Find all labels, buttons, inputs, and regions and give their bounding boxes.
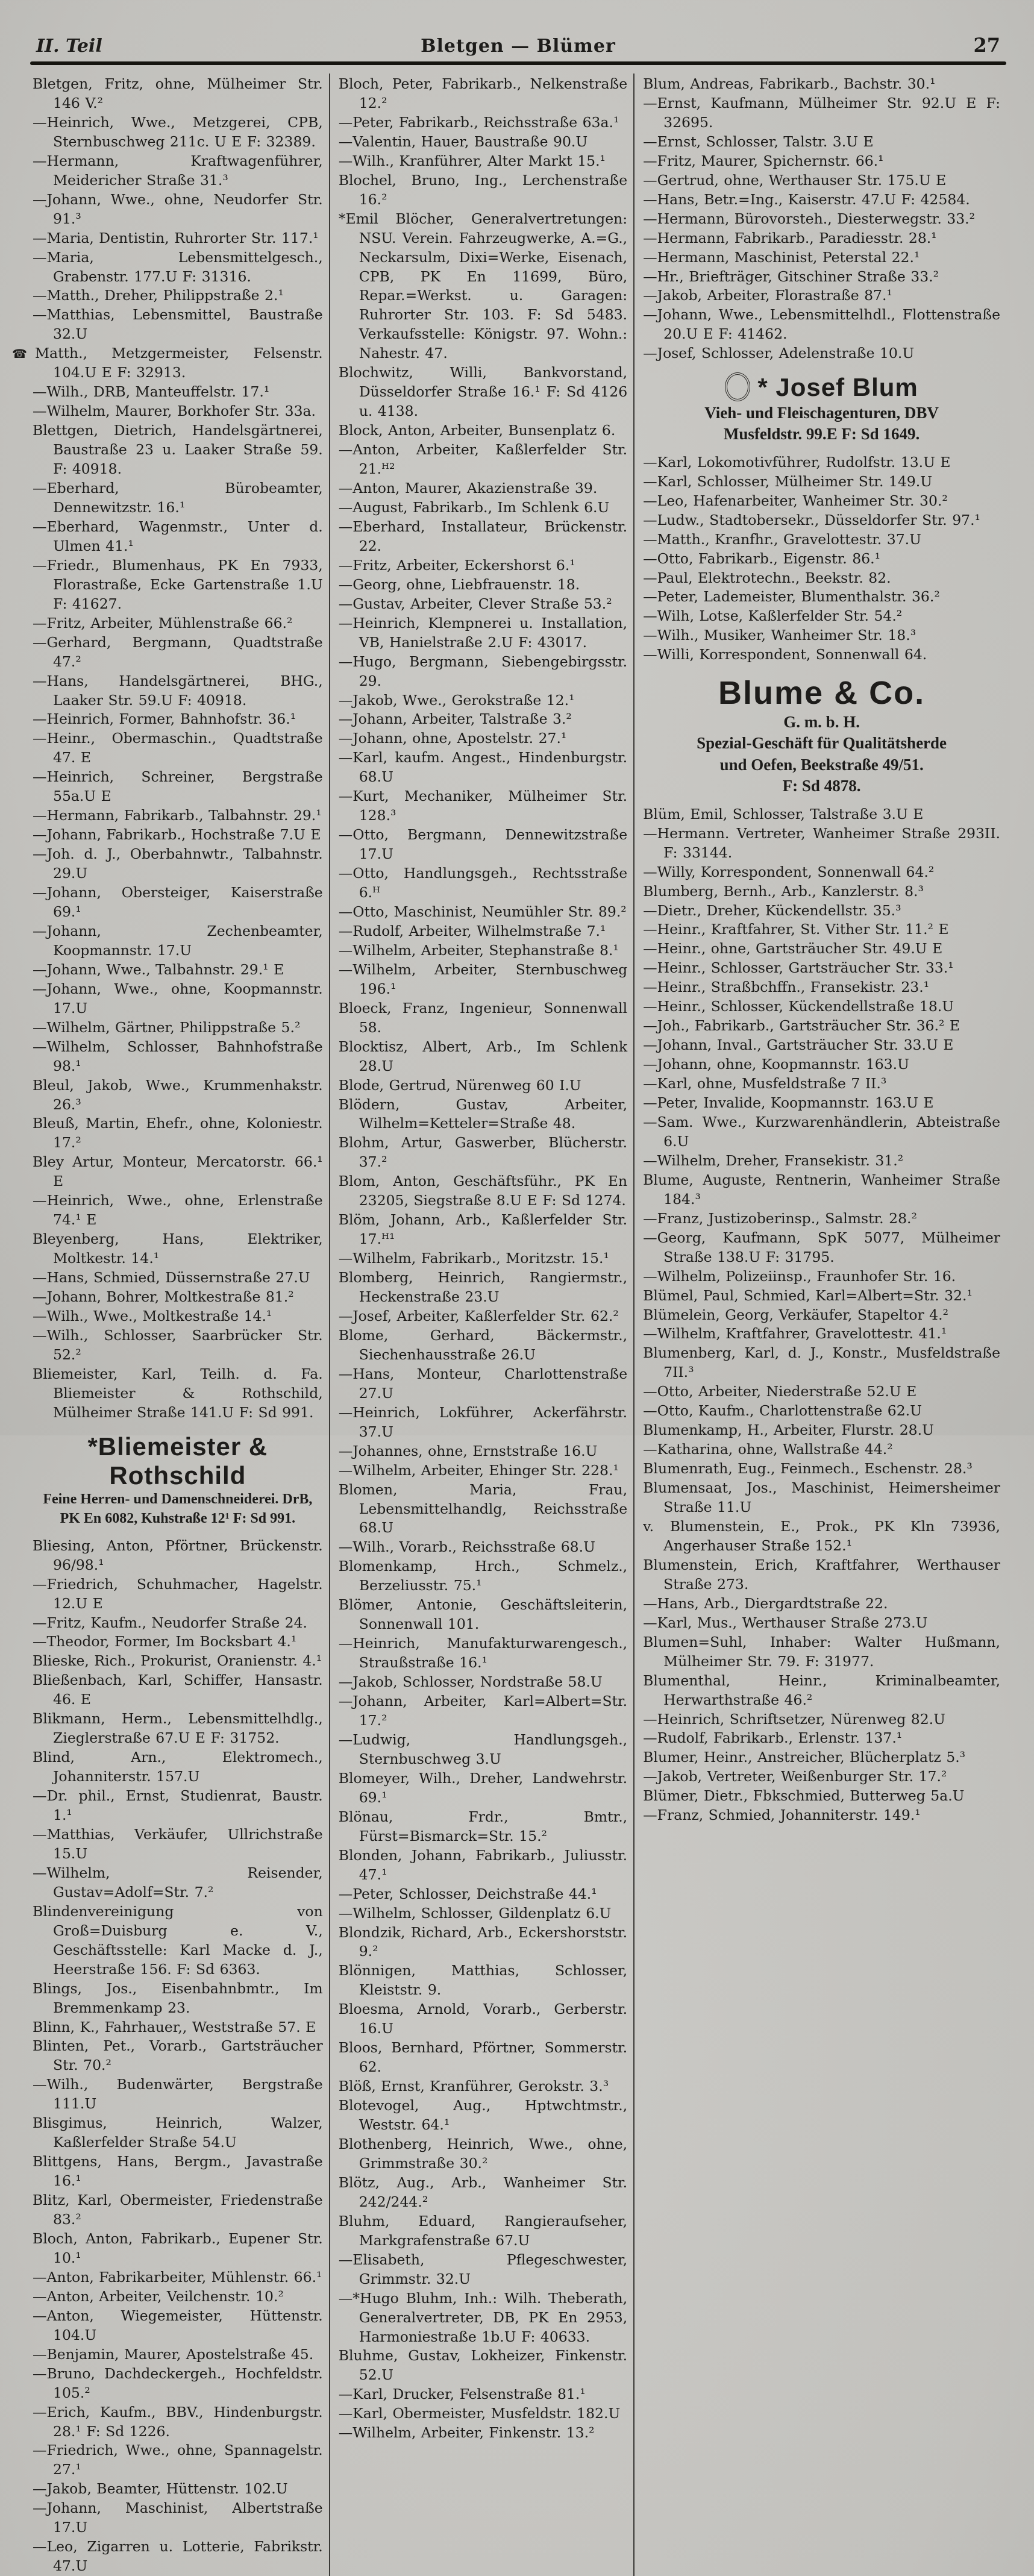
directory-entry: —Hermann. Vertreter, Wanheimer Straße 293II. F: 33144. <box>643 824 1000 861</box>
directory-entry: —Hermann, Bürovorsteh., Diesterwegstr. 33.² <box>643 210 976 227</box>
directory-entry: Blömer, Antonie, Geschäftsleiterin, Sonnenwall 101. <box>338 1596 628 1633</box>
directory-entry: Blümer, Dietr., Fbkschmied, Butterweg 5a.U <box>643 1787 965 1805</box>
ad-line: G. m. b. H. <box>783 713 860 732</box>
directory-entry: Blieske, Rich., Prokurist, Oranienstr. 4.¹ <box>33 1652 322 1670</box>
directory-entry: —Wilh., Budenwärter, Bergstraße 111.U <box>33 2076 323 2113</box>
directory-entry: —Heinrich, Schreiner, Bergstraße 55a.U E <box>33 768 323 805</box>
directory-entry: Blondzik, Richard, Arb., Eckershorststr. 9.² <box>338 1923 628 1960</box>
directory-entry: Blönnigen, Matthias, Schlosser, Kleiststr. 9. <box>338 1962 628 1999</box>
ad-line: PK En 6082, Kuhstraße 12¹ F: Sd 991. <box>60 1510 296 1526</box>
directory-entry: —Wilhelm, Arbeiter, Ehinger Str. 228.¹ <box>338 1461 619 1479</box>
directory-entry: Blum, Andreas, Fabrikarb., Bachstr. 30.¹ <box>643 75 936 92</box>
column-3 <box>633 74 1006 2576</box>
directory-entry: Bloch, Anton, Fabrikarb., Eupener Str. 10.¹ <box>33 2230 323 2266</box>
directory-entry: Bleyenberg, Hans, Elektriker, Moltkestr. 14.¹ <box>33 1230 323 1267</box>
directory-entry: —Kurt, Mechaniker, Mülheimer Str. 128.³ <box>338 788 628 824</box>
directory-entry: Blumenberg, Karl, d. J., Konstr., Musfeldstraße 7II.³ <box>643 1344 1000 1381</box>
directory-entry: Blittgens, Hans, Bergm., Javastraße 16.¹ <box>33 2153 323 2190</box>
directory-entry: —Hugo, Bergmann, Siebengebirgsstr. 29. <box>338 653 628 689</box>
directory-entry: —Heinr., ohne, Gartsträucher Str. 49.U E <box>643 940 943 957</box>
directory-entry: —Wilhelm, Arbeiter, Sternbuschweg 196.¹ <box>338 961 628 997</box>
directory-entry: Bloeck, Franz, Ingenieur, Sonnenwall 58. <box>338 999 628 1036</box>
directory-entry: —Paul, Elektrotechn., Beekstr. 82. <box>643 569 891 586</box>
directory-entry: *Emil Blöcher, Generalvertretungen: NSU. Verein. Fahrzeugwerke, A.=G., Neckarsulm, Dixi=Werke, Eisenach, CPB, PK En 11699, Büro, Repar.=Werkst. u. Garagen: Ruhrorter Str. 103. F: Sd 5483. Verkaufsstelle: Königstr. 97. Wohn.: Nahestr. 47. <box>338 210 628 362</box>
directory-entry: Blom, Anton, Geschäftsführ., PK En 23205, Siegstraße 8.U E F: Sd 1274. <box>338 1173 628 1209</box>
directory-entry: Blüm, Emil, Schlosser, Talstraße 3.U E <box>643 805 924 823</box>
directory-entry: Blohm, Artur, Gaswerber, Blücherstr. 37.² <box>338 1134 628 1171</box>
directory-entry: —*Hugo Bluhm, Inh.: Wilh. Theberath, Generalvertreter, DB, PK En 2953, Harmoniestraße 1b.U F: 40633. <box>338 2289 628 2345</box>
directory-entry: —Peter, Lademeister, Blumenthalstr. 36.² <box>643 588 940 606</box>
directory-entry: —Valentin, Hauer, Baustraße 90.U <box>338 133 588 150</box>
wreath-icon <box>725 372 750 401</box>
directory-entry: —Johann, Fabrikarb., Hochstraße 7.U E <box>33 826 321 844</box>
ad-josef-blum <box>645 373 998 444</box>
directory-entry: —Wilhelm, Maurer, Borkhofer Str. 33a. <box>33 403 316 420</box>
directory-entry: —Georg, ohne, Liebfrauenstr. 18. <box>338 575 580 593</box>
directory-entry: —Otto, Kaufm., Charlottenstraße 62.U <box>643 1402 922 1420</box>
directory-entry: Blocktisz, Albert, Arb., Im Schlenk 28.U <box>338 1038 628 1074</box>
directory-entry: —Franz, Schmied, Johanniterstr. 149.¹ <box>643 1807 921 1824</box>
directory-entry: v. Blumenstein, E., Prok., PK Kln 73936, Angerhauser Straße 152.¹ <box>643 1518 1000 1554</box>
directory-entry: —Johann, Maschinist, Albertstraße 17.U <box>33 2499 323 2536</box>
directory-entry: Blinten, Pet., Vorarb., Gartsträucher Str. 70.² <box>33 2037 323 2074</box>
directory-entry: Blochwitz, Willi, Bankvorstand, Düsseldorfer Straße 16.¹ F: Sd 4126 u. 4138. <box>338 364 628 420</box>
directory-entry: Bluhm, Eduard, Rangieraufseher, Markgrafenstraße 67.U <box>338 2212 628 2249</box>
ad-line: Musfeldstr. 99.E F: Sd 1649. <box>723 424 920 443</box>
directory-entry: —Anton, Fabrikarbeiter, Mühlenstr. 66.¹ <box>33 2268 322 2286</box>
directory-entry: Bloesma, Arnold, Vorarb., Gerberstr. 16.U <box>338 2001 628 2037</box>
directory-entry: —Gertrud, ohne, Werthauser Str. 175.U E <box>643 171 947 189</box>
directory-entry: Blomen, Maria, Frau, Lebensmittelhandlg, Reichsstraße 68.U <box>338 1481 628 1537</box>
directory-entry: —Heinrich, Former, Bahnhofstr. 36.¹ <box>33 710 296 728</box>
directory-entry: —Hans, Schmied, Düssernstraße 27.U <box>33 1269 310 1286</box>
directory-entry: —Jakob, Schlosser, Nordstraße 58.U <box>338 1673 603 1691</box>
ad-line: Blume & Co. <box>718 675 926 712</box>
directory-entry: —Dietr., Dreher, Kückendellstr. 35.³ <box>643 901 901 919</box>
directory-entry: Blisgimus, Heinrich, Walzer, Kaßlerfelder Straße 54.U <box>33 2114 323 2151</box>
directory-entry: —Hr., Briefträger, Gitschiner Straße 33.² <box>643 268 939 285</box>
directory-entry: —Wilhelm, Polizeiinsp., Fraunhofer Str. 16. <box>643 1267 956 1285</box>
directory-entry: —Fritz, Kaufm., Neudorfer Straße 24. <box>33 1614 307 1631</box>
directory-entry: Blümelein, Georg, Verkäufer, Stapeltor 4.² <box>643 1306 949 1323</box>
directory-entry: Bliesing, Anton, Pförtner, Brückenstr. 96/98.¹ <box>33 1537 323 1573</box>
directory-entry: —Heinrich, Wwe., Metzgerei, CPB, Sternbuschweg 211c. U E F: 32389. <box>33 113 323 150</box>
directory-entry: Bliemeister, Karl, Teilh. d. Fa. Bliemeister & Rothschild, Mülheimer Straße 141.U F: Sd 991. <box>33 1365 323 1421</box>
directory-entry: —Joh. d. J., Oberbahnwtr., Talbahnstr. 29.U <box>33 845 323 882</box>
directory-entry: —Josef, Arbeiter, Kaßlerfelder Str. 62.² <box>338 1308 619 1324</box>
directory-entry: —August, Fabrikarb., Im Schlenk 6.U <box>338 498 610 516</box>
directory-entry: —Bruno, Dachdeckergeh., Hochfeldstr. 105.² <box>33 2364 323 2401</box>
directory-entry: —Matth., Kranfhr., Gravelottestr. 37.U <box>643 530 921 548</box>
directory-entry: —Johann, Arbeiter, Karl=Albert=Str. 17.² <box>338 1693 628 1729</box>
page-header <box>30 18 1006 60</box>
directory-entry: —Wilhelm, Arbeiter, Stephanstraße 8.¹ <box>338 941 619 959</box>
directory-entry: —Wilh., Wwe., Moltkestraße 14.¹ <box>33 1308 272 1324</box>
directory-entry: —Willi, Korrespondent, Sonnenwall 64. <box>643 646 927 663</box>
directory-entry: —Ludw., Stadtobersekr., Düsseldorfer Str. 97.¹ <box>643 511 980 528</box>
directory-entry: Blumenthal, Heinr., Kriminalbeamter, Herwarthstraße 46.² <box>643 1672 1000 1708</box>
directory-entry: —Wilh., Musiker, Wanheimer Str. 18.³ <box>643 627 916 644</box>
directory-entry: Blings, Jos., Eisenbahnbmtr., Im Bremmenkamp 23. <box>33 1979 323 2016</box>
directory-entry: Blümel, Paul, Schmied, Karl=Albert=Str. 32.¹ <box>643 1286 973 1304</box>
directory-entry: —Wilhelm, Arbeiter, Finkenstr. 13.² <box>338 2424 595 2442</box>
directory-entry: —Hermann, Fabrikarb., Paradiesstr. 28.¹ <box>643 229 937 246</box>
directory-entry: —Johann, Wwe., Lebensmittelhdl., Flottenstraße 20.U E F: 41462. <box>643 306 1000 343</box>
directory-entry: —Hans, Arb., Diergardtstraße 22. <box>643 1594 888 1612</box>
directory-entry: —Anton, Arbeiter, Kaßlerfelder Str. 21.ᴴ² <box>338 441 628 478</box>
directory-entry: Blome, Gerhard, Bäckermstr., Siechenhausstraße 26.U <box>338 1326 628 1363</box>
directory-entry: —Heinr., Kraftfahrer, St. Vither Str. 11.² E <box>643 921 949 938</box>
directory-entry: —Maria, Dentistin, Ruhrorter Str. 117.¹ <box>33 229 319 246</box>
directory-entry: Blettgen, Dietrich, Handelsgärtnerei, Baustraße 23 u. Laaker Straße 59. F: 40918. <box>33 422 323 478</box>
directory-entry: —Peter, Invalide, Koopmannstr. 163.U E <box>643 1094 934 1112</box>
directory-entry: —Wilhelm, Dreher, Fransekistr. 31.² <box>643 1152 904 1169</box>
directory-entry: —Gerhard, Bergmann, Quadtstraße 47.² <box>33 633 323 670</box>
directory-entry: —Peter, Fabrikarb., Reichsstraße 63a.¹ <box>338 113 619 131</box>
directory-entry: —Joh., Fabrikarb., Gartsträucher Str. 36.² E <box>643 1017 960 1035</box>
column-1 <box>12 74 329 2576</box>
directory-entry: —Willy, Korrespondent, Sonnenwall 64.² <box>643 863 935 880</box>
directory-entry: —Heinr., Schlosser, Kückendellstraße 18.U <box>643 998 954 1015</box>
ad-line: * Josef Blum <box>645 373 998 402</box>
directory-entry: —Karl, Lokomotivführer, Rudolfstr. 13.U E <box>643 453 951 471</box>
directory-entry: —Theodor, Former, Im Bocksbart 4.¹ <box>33 1633 297 1650</box>
directory-entry: Blochel, Bruno, Ing., Lerchenstraße 16.² <box>338 171 628 208</box>
directory-entry: —Sam. Wwe., Kurzwarenhändlerin, Abteistraße 6.U <box>643 1113 1000 1150</box>
directory-entry: —Heinrich, Wwe., ohne, Erlenstraße 74.¹ E <box>33 1192 323 1229</box>
directory-entry: —Otto, Arbeiter, Niederstraße 52.U E <box>643 1383 917 1400</box>
directory-entry: —Otto, Bergmann, Dennewitzstraße 17.U <box>338 826 628 863</box>
directory-entry: Bleul, Jakob, Wwe., Krummenhakstr. 26.³ <box>33 1076 323 1113</box>
directory-entry: —Johann, Bohrer, Moltkestraße 81.² <box>33 1288 294 1306</box>
directory-entry: Blönau, Frdr., Bmtr., Fürst=Bismarck=Str. 15.² <box>338 1808 628 1844</box>
directory-entry: Blothenberg, Heinrich, Wwe., ohne, Grimmstraße 30.² <box>338 2135 628 2172</box>
directory-entry: —Wilhelm, Gärtner, Philippstraße 5.² <box>33 1018 301 1036</box>
directory-entry: Blöß, Ernst, Kranführer, Gerokstr. 3.³ <box>338 2078 609 2095</box>
directory-entry: —Karl, kaufm. Angest., Hindenburgstr. 68.U <box>338 749 628 786</box>
directory-entry: —Jakob, Wwe., Gerokstraße 12.¹ <box>338 691 575 709</box>
directory-entry: Blumenkamp, H., Arbeiter, Flurstr. 28.U <box>643 1421 934 1439</box>
directory-entry: —Anton, Maurer, Akazienstraße 39. <box>338 480 598 497</box>
directory-entry: Block, Anton, Arbeiter, Bunsenplatz 6. <box>338 422 616 439</box>
directory-entry: —Ludwig, Handlungsgeh., Sternbuschweg 3.U <box>338 1731 628 1767</box>
directory-entry: —Otto, Maschinist, Neumühler Str. 89.² <box>338 903 627 920</box>
directory-entry: —Elisabeth, Pflegeschwester, Grimmstr. 32.U <box>338 2251 628 2287</box>
directory-entry: —Wilhelm, Schlosser, Bahnhofstraße 98.¹ <box>33 1038 323 1074</box>
directory-entry: —Wilh., Schlosser, Saarbrücker Str. 52.² <box>33 1326 323 1363</box>
column-2 <box>329 74 633 2576</box>
directory-entry: —Karl, Mus., Werthauser Straße 273.U <box>643 1614 928 1631</box>
directory-entry: Blikmann, Herm., Lebensmittelhdlg., Zieglerstraße 67.U E F: 31752. <box>33 1710 323 1747</box>
directory-entry: Blumenstein, Erich, Kraftfahrer, Werthauser Straße 273. <box>643 1556 1000 1593</box>
directory-entry: —Erich, Kaufm., BBV., Hindenburgstr. 28.¹ F: Sd 1226. <box>33 2403 323 2440</box>
directory-entry: Bloch, Peter, Fabrikarb., Nelkenstraße 12.² <box>338 75 628 111</box>
directory-entry: Blumberg, Bernh., Arb., Kanzlerstr. 8.³ <box>643 882 924 900</box>
directory-entry: —Karl, Obermeister, Musfeldstr. 182.U <box>338 2405 621 2422</box>
directory-entry: —Benjamin, Maurer, Apostelstraße 45. <box>33 2345 314 2363</box>
directory-entry: Bließenbach, Karl, Schiffer, Hansastr. 46. E <box>33 1672 323 1708</box>
ad-line: Vieh- und Fleischagenturen, DBV <box>704 403 939 422</box>
directory-entry: Blomenkamp, Hrch., Schmelz., Berzeliusstr. 75.¹ <box>338 1558 628 1594</box>
directory-entry: Blind, Arn., Elektromech., Johanniterstr. 157.U <box>33 1749 323 1785</box>
directory-entry: Blitz, Karl, Obermeister, Friedenstraße 83.² <box>33 2192 323 2228</box>
directory-entry: —Heinrich, Schriftsetzer, Nürenweg 82.U <box>643 1710 945 1728</box>
directory-entry: Blonden, Johann, Fabrikarb., Juliusstr. 47.¹ <box>338 1846 628 1883</box>
directory-entry: Blume, Auguste, Rentnerin, Wanheimer Straße 184.³ <box>643 1171 1000 1208</box>
directory-entry: —Heinr., Straßbchffn., Fransekistr. 23.¹ <box>643 979 930 996</box>
directory-entry: —Karl, ohne, Musfeldstraße 7 II.³ <box>643 1075 887 1092</box>
directory-entry: —Johann, Obersteiger, Kaiserstraße 69.¹ <box>33 884 323 920</box>
directory-entry: Blötz, Aug., Arb., Wanheimer Str. 242/244.² <box>338 2173 628 2210</box>
directory-entry: —Wilhelm, Kraftfahrer, Gravelottestr. 41.¹ <box>643 1325 947 1343</box>
directory-entry: —Wilh., Vorarb., Reichsstraße 68.U <box>338 1538 595 1556</box>
header-rule <box>30 61 1006 65</box>
directory-entry: —Leo, Hafenarbeiter, Wanheimer Str. 30.² <box>643 492 948 509</box>
directory-entry: —Hermann, Fabrikarb., Talbahnstr. 29.¹ <box>33 807 322 824</box>
directory-entry: Blomberg, Heinrich, Rangiermstr., Heckenstraße 23.U <box>338 1269 628 1306</box>
directory-entry: —Wilh., DRB, Manteuffelstr. 17.¹ <box>33 383 270 401</box>
directory-entry: —Johann, Wwe., ohne, Koopmannstr. 17.U <box>33 980 323 1017</box>
directory-entry: Bloos, Bernhard, Pförtner, Sommerstr. 62. <box>338 2039 628 2076</box>
directory-entry: —Rudolf, Fabrikarb., Erlenstr. 137.¹ <box>643 1729 903 1747</box>
directory-entry: —Eberhard, Bürobeamter, Dennewitzstr. 16.¹ <box>33 480 323 516</box>
directory-entry: Blumer, Heinr., Anstreicher, Blücherplatz 5.³ <box>643 1749 966 1766</box>
directory-entry: —Georg, Kaufmann, SpK 5077, Mülheimer Straße 138.U F: 31795. <box>643 1229 1000 1265</box>
directory-entry: —Ernst, Schlosser, Talstr. 3.U E <box>643 133 874 150</box>
directory-entry: Blinn, K., Fahrhauer,, Weststraße 57. E <box>33 2018 316 2035</box>
directory-entry: —Wilhelm, Reisender, Gustav=Adolf=Str. 7.² <box>33 1864 323 1901</box>
directory-entry: —Gustav, Arbeiter, Clever Straße 53.² <box>338 595 612 612</box>
directory-entry: Blödern, Gustav, Arbeiter, Wilhelm=Ketteler=Straße 48. <box>338 1095 628 1132</box>
directory-entry: —Katharina, ohne, Wallstraße 44.² <box>643 1441 893 1458</box>
directory-entry: —Johann, ohne, Apostelstr. 27.¹ <box>338 730 567 747</box>
directory-entry: —Hermann, Kraftwagenführer, Meidericher Straße 31.³ <box>33 152 323 189</box>
directory-entry: —Otto, Fabrikarb., Eigenstr. 86.¹ <box>643 550 880 567</box>
directory-entry: —Heinrich, Manufakturwarengesch., Straußstraße 16.¹ <box>338 1635 628 1672</box>
part-label: II. Teil <box>36 36 102 57</box>
page-number: 27 <box>973 34 1000 57</box>
directory-entry: —Anton, Wiegemeister, Hüttenstr. 104.U <box>33 2307 323 2343</box>
directory-entry: —Jakob, Beamter, Hüttenstr. 102.U <box>33 2480 288 2498</box>
directory-entry: Blumensaat, Jos., Maschinist, Heimersheimer Straße 11.U <box>643 1479 1000 1516</box>
directory-entry: —Fritz, Arbeiter, Eckershorst 6.¹ <box>338 556 575 574</box>
ad-line: Feine Herren- und Damenschneiderei. DrB, <box>43 1491 313 1508</box>
columns <box>12 74 1006 2576</box>
ad-line: Spezial-Geschäft für Qualitätsherde <box>697 734 947 753</box>
directory-entry: —Matthias, Verkäufer, Ullrichstraße 15.U <box>33 1825 323 1862</box>
directory-entry: Blomeyer, Wilh., Dreher, Landwehrstr. 69.¹ <box>338 1769 628 1806</box>
directory-entry: Blode, Gertrud, Nürenweg 60 I.U <box>338 1076 581 1094</box>
ad-blume-co <box>645 674 998 796</box>
directory-entry: —Friedrich, Wwe., ohne, Spannagelstr. 27.¹ <box>33 2442 323 2478</box>
ad-line: *Bliemeister & Rothschild <box>87 1432 268 1490</box>
directory-entry: —Hans, Betr.=Ing., Kaiserstr. 47.U F: 42584. <box>643 190 970 208</box>
directory-entry: —Johann, Wwe., Talbahnstr. 29.¹ E <box>33 961 284 978</box>
directory-entry: —Hans, Monteur, Charlottenstraße 27.U <box>338 1365 628 1402</box>
directory-entry: —Wilhelm, Schlosser, Gildenplatz 6.U <box>338 1904 612 1922</box>
directory-entry: —Fritz, Maurer, Spichernstr. 66.¹ <box>643 152 884 169</box>
ad-line: und Oefen, Beekstraße 49/51. <box>719 755 924 774</box>
directory-entry: —Johannes, ohne, Ernststraße 16.U <box>338 1442 598 1459</box>
directory-entry: —Hans, Handelsgärtnerei, BHG., Laaker Str. 59.U F: 40918. <box>33 672 323 709</box>
directory-entry: Blindenvereinigung von Groß=Duisburg e. V., Geschäftsstelle: Karl Macke d. J., Heerstraße 156. F: Sd 6363. <box>33 1902 323 1978</box>
directory-entry: —Heinr., Obermaschin., Quadtstraße 47. E <box>33 730 323 766</box>
directory-entry: Bluhme, Gustav, Lokheizer, Finkenstr. 52.U <box>338 2347 628 2384</box>
directory-entry: —Johann, Zechenbeamter, Koopmannstr. 17.U <box>33 922 323 959</box>
directory-entry: —Eberhard, Wagenmstr., Unter d. Ulmen 41.¹ <box>33 518 323 554</box>
directory-entry: Bletgen, Fritz, ohne, Mülheimer Str. 146 V.² <box>33 75 323 111</box>
directory-entry: —Wilh, Lotse, Kaßlerfelder Str. 54.² <box>643 607 903 625</box>
directory-entry: —Wilh., Kranführer, Alter Markt 15.¹ <box>338 152 606 169</box>
directory-entry: —Otto, Handlungsgeh., Rechtsstraße 6.ᴴ <box>338 865 628 901</box>
directory-entry: —Karl, Drucker, Felsenstraße 81.¹ <box>338 2386 586 2403</box>
directory-entry: Blumen=Suhl, Inhaber: Walter Hußmann, Mülheimer Str. 79. F: 31977. <box>643 1633 1000 1670</box>
directory-entry: —Johann, Arbeiter, Talstraße 3.² <box>338 710 572 728</box>
directory-entry: —Heinrich, Klempnerei u. Installation, VB, Hanielstraße 2.U F: 43017. <box>338 614 628 651</box>
ad-bliemeister-rothschild <box>35 1432 321 1528</box>
directory-entry: —Heinr., Schlosser, Gartsträucher Str. 33.¹ <box>643 959 954 977</box>
directory-entry: —Ernst, Kaufmann, Mülheimer Str. 92.U E F: 32695. <box>643 94 1000 131</box>
directory-entry: —Leo, Zigarren u. Lotterie, Fabrikstr. 47.U <box>33 2538 323 2575</box>
directory-entry: —Johann, ohne, Koopmannstr. 163.U <box>643 1056 909 1073</box>
directory-entry: —Rudolf, Arbeiter, Wilhelmstraße 7.¹ <box>338 922 606 939</box>
directory-entry: —Friedr., Blumenhaus, PK En 7933, Florastraße, Ecke Gartenstraße 1.U F: 41627. <box>33 556 323 612</box>
directory-entry: Bleuß, Martin, Ehefr., ohne, Koloniestr. 17.² <box>33 1115 323 1152</box>
directory-entry: —Friedrich, Schuhmacher, Hagelstr. 12.U E <box>33 1575 323 1612</box>
directory-entry: —Matthias, Lebensmittel, Baustraße 32.U <box>33 306 323 343</box>
directory-entry: Blumenrath, Eug., Feinmech., Eschenstr. 28.³ <box>643 1460 973 1478</box>
directory-entry: —Matth., Dreher, Philippstraße 2.¹ <box>33 287 284 304</box>
directory-entry: —Franz, Justizoberinsp., Salmstr. 28.² <box>643 1209 917 1227</box>
directory-entry: —Heinrich, Lokführer, Ackerfährstr. 37.U <box>338 1403 628 1440</box>
ad-line: F: Sd 4878. <box>782 776 861 795</box>
directory-entry: —Fritz, Arbeiter, Mühlenstraße 66.² <box>33 614 293 631</box>
directory-entry: Blotevogel, Aug., Hptwchtmstr., Weststr. 64.¹ <box>338 2097 628 2134</box>
directory-entry: —Jakob, Vertreter, Weißenburger Str. 17.² <box>643 1768 947 1785</box>
page-title: Bletgen — Blümer <box>421 36 616 57</box>
directory-entry: Bley Artur, Monteur, Mercatorstr. 66.¹ E <box>33 1153 323 1190</box>
directory-entry: Blöm, Johann, Arb., Kaßlerfelder Str. 17.ᴴ¹ <box>338 1211 628 1248</box>
directory-entry: —Josef, Schlosser, Adelenstraße 10.U <box>643 345 915 362</box>
directory-entry: —Peter, Schlosser, Deichstraße 44.¹ <box>338 1885 597 1902</box>
directory-entry: ☎ Matth., Metzgermeister, Felsenstr. 104.U E F: 32913. <box>12 345 323 381</box>
directory-entry: —Johann, Inval., Gartsträucher Str. 33.U E <box>643 1036 954 1054</box>
directory-entry: —Eberhard, Installateur, Brückenstr. 22. <box>338 518 628 554</box>
directory-entry: —Hermann, Maschinist, Peterstal 22.¹ <box>643 248 920 266</box>
directory-entry: —Karl, Schlosser, Mülheimer Str. 149.U <box>643 472 933 490</box>
directory-entry: —Dr. phil., Ernst, Studienrat, Baustr. 1.¹ <box>33 1787 323 1824</box>
directory-entry: —Jakob, Arbeiter, Florastraße 87.¹ <box>643 287 892 304</box>
directory-entry: —Johann, Wwe., ohne, Neudorfer Str. 91.³ <box>33 190 323 227</box>
directory-entry: —Wilhelm, Fabrikarb., Moritzstr. 15.¹ <box>338 1250 609 1267</box>
directory-entry: —Anton, Arbeiter, Veilchenstr. 10.² <box>33 2287 284 2305</box>
directory-entry: —Maria, Lebensmittelgesch., Grabenstr. 177.U F: 31316. <box>33 248 323 285</box>
